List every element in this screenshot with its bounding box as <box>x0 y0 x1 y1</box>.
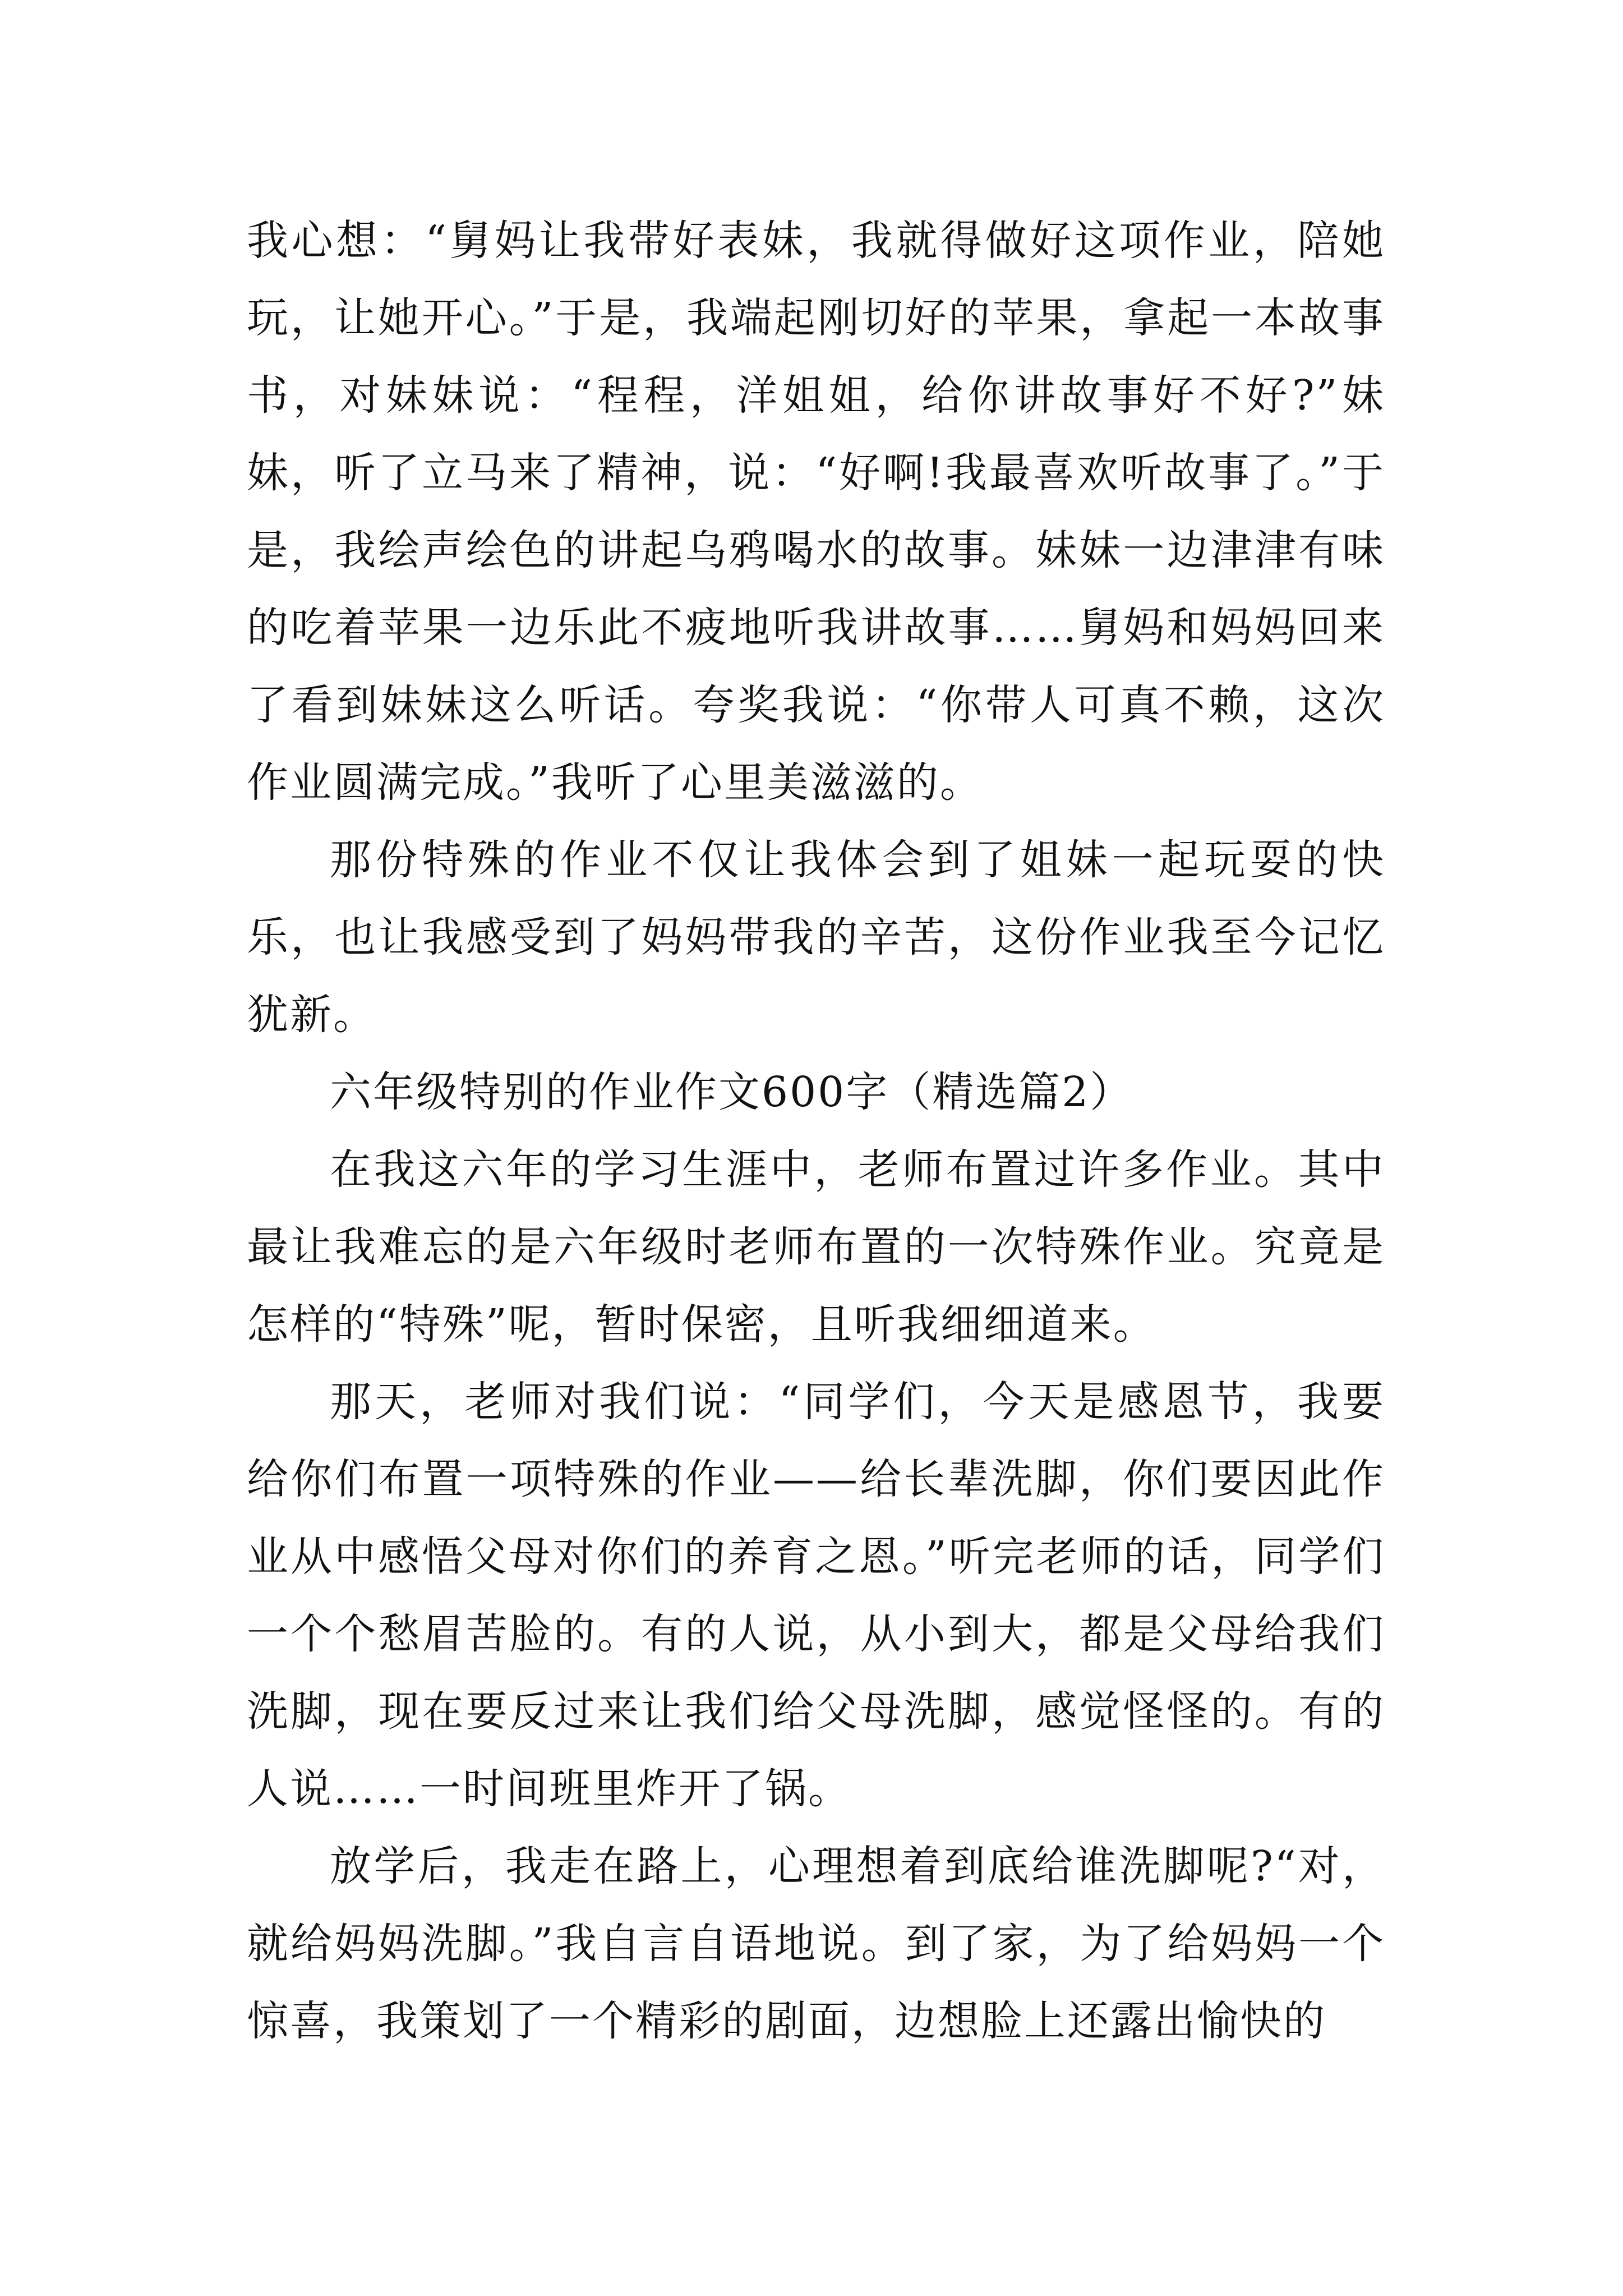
paragraph-conclusion: 那份特殊的作业不仅让我体会到了姐妹一起玩耍的快乐，也让我感受到了妈妈带我的辛苦，这份作业我至今记忆犹新。 <box>247 836 1385 1039</box>
section-heading: 六年级特别的作业作文600字（精选篇2） <box>330 1068 1133 1116</box>
paragraph-intro: 在我这六年的学习生涯中，老师布置过许多作业。其中最让我难忘的是六年级时老师布置的一次特殊作业。究竟是怎样的“特殊”呢，暂时保密，且听我细细道来。 <box>247 1145 1385 1349</box>
essay-body <box>247 202 1385 2060</box>
paragraph-after-school: 放学后，我走在路上，心理想着到底给谁洗脚呢?“对，就给妈妈洗脚。”我自言自语地说。到了家，为了给妈妈一个惊喜，我策划了一个精彩的剧面，边想脸上还露出愉快的 <box>247 1842 1385 2045</box>
paragraph-assignment: 那天，老师对我们说：“同学们，今天是感恩节，我要给你们布置一项特殊的作业——给长辈洗脚，你们要因此作业从中感悟父母对你们的养育之恩。”听完老师的话，同学们一个个愁眉苦脸的。有的人说，从小到大，都是父母给我们洗脚，现在要反过来让我们给父母洗脚，感觉怪怪的。有的人说……一时间班里炸开了锅。 <box>247 1378 1385 1813</box>
paragraph-continued: 我心想：“舅妈让我带好表妹，我就得做好这项作业，陪她玩，让她开心。”于是，我端起刚切好的苹果，拿起一本故事书，对妹妹说：“程程，洋姐姐，给你讲故事好不好?”妹妹，听了立马来了精神，说：“好啊!我最喜欢听故事了。”于是，我绘声绘色的讲起乌鸦喝水的故事。妹妹一边津津有味的吃着苹果一边乐此不疲地听我讲故事……舅妈和妈妈回来了看到妹妹这么听话。夸奖我说：“你带人可真不赖，这次作业圆满完成。”我听了心里美滋滋的。 <box>247 217 1385 807</box>
